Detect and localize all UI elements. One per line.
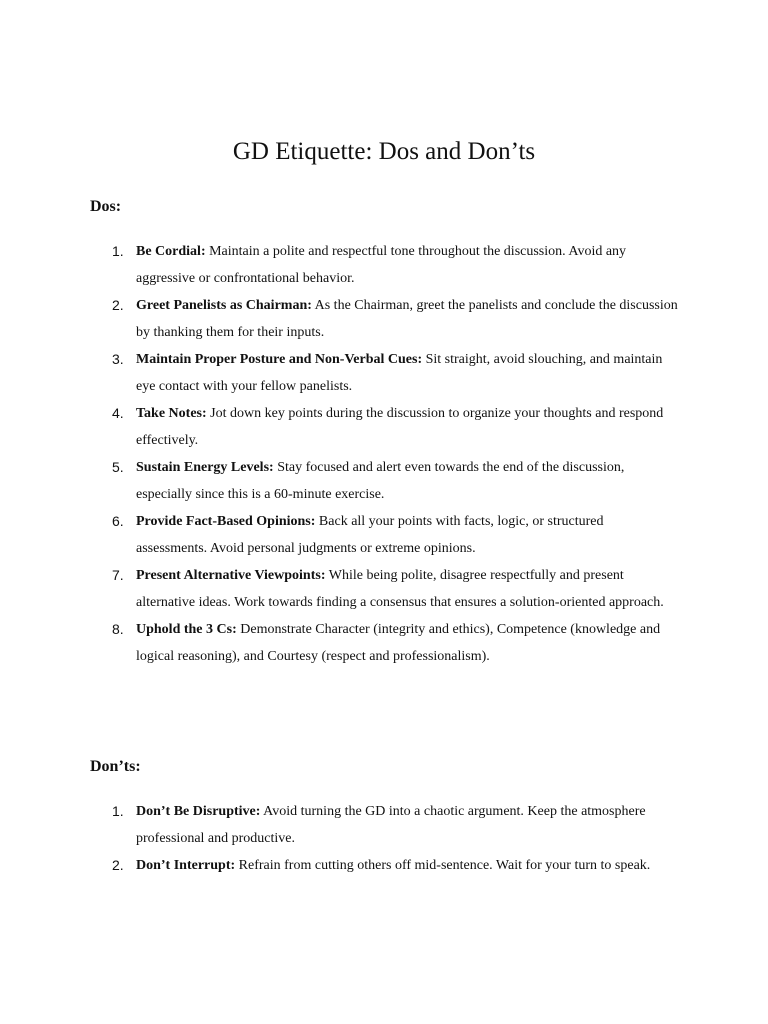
donts-heading: Don’ts: (90, 758, 141, 775)
item-text: Stay focused and alert even towards the end of the discussion, especially since this is a 60-minute exercise. (136, 460, 625, 502)
item-number: 8. (112, 621, 124, 637)
item-text: As the Chairman, greet the panelists and conclude the discussion by thanking them for their inputs. (136, 298, 678, 340)
item-lead: Sustain Energy Levels: (136, 460, 274, 475)
item-lead: Don’t Be Disruptive: (136, 804, 261, 819)
item-number: 7. (112, 567, 124, 583)
item-number: 2. (112, 857, 124, 873)
item-number: 1. (112, 803, 124, 819)
item-text: While being polite, disagree respectfully and present alternative ideas. Work towards finding a consensus that ensures a solution-oriented approach. (136, 568, 664, 610)
item-lead: Be Cordial: (136, 244, 206, 259)
dos-list-item (0, 562, 768, 616)
item-lead: Take Notes: (136, 406, 207, 421)
item-number: 2. (112, 297, 124, 313)
item-lead: Provide Fact-Based Opinions: (136, 514, 316, 529)
item-text: Avoid turning the GD into a chaotic argument. Keep the atmosphere professional and productive. (136, 804, 646, 846)
item-number: 6. (112, 513, 124, 529)
dos-list-item (0, 508, 768, 562)
dos-list-item (0, 292, 768, 346)
dos-list-item (0, 238, 768, 292)
document-title: GD Etiquette: Dos and Don’ts (232, 138, 536, 165)
dos-heading: Dos: (90, 198, 122, 215)
item-text: Jot down key points during the discussion to organize your thoughts and respond effectively. (136, 406, 664, 448)
item-number: 5. (112, 459, 124, 475)
donts-list-item (0, 852, 768, 879)
dos-list (0, 238, 768, 670)
dos-list-item (0, 454, 768, 508)
dos-list-item (0, 346, 768, 400)
item-number: 1. (112, 243, 124, 259)
item-number: 4. (112, 405, 124, 421)
dos-list-item (0, 616, 768, 670)
item-number: 3. (112, 351, 124, 367)
item-text: Demonstrate Character (integrity and ethics), Competence (knowledge and logical reasoning), and Courtesy (respect and professionalism). (136, 622, 661, 664)
item-lead: Uphold the 3 Cs: (136, 622, 237, 637)
item-lead: Don’t Interrupt: (136, 858, 236, 873)
donts-list (0, 798, 768, 879)
item-text: Refrain from cutting others off mid-sentence. Wait for your turn to speak. (235, 858, 651, 873)
item-text: Back all your points with facts, logic, or structured assessments. Avoid personal judgments or extreme opinions. (136, 514, 604, 556)
item-lead: Present Alternative Viewpoints: (136, 568, 326, 583)
item-lead: Greet Panelists as Chairman: (136, 298, 312, 313)
donts-list-item (0, 798, 768, 852)
item-text: Sit straight, avoid slouching, and maintain eye contact with your fellow panelists. (136, 352, 663, 394)
dos-list-item (0, 400, 768, 454)
item-lead: Maintain Proper Posture and Non-Verbal Cues: (136, 352, 423, 367)
item-text: Maintain a polite and respectful tone throughout the discussion. Avoid any aggressive or confrontational behavior. (136, 244, 627, 286)
